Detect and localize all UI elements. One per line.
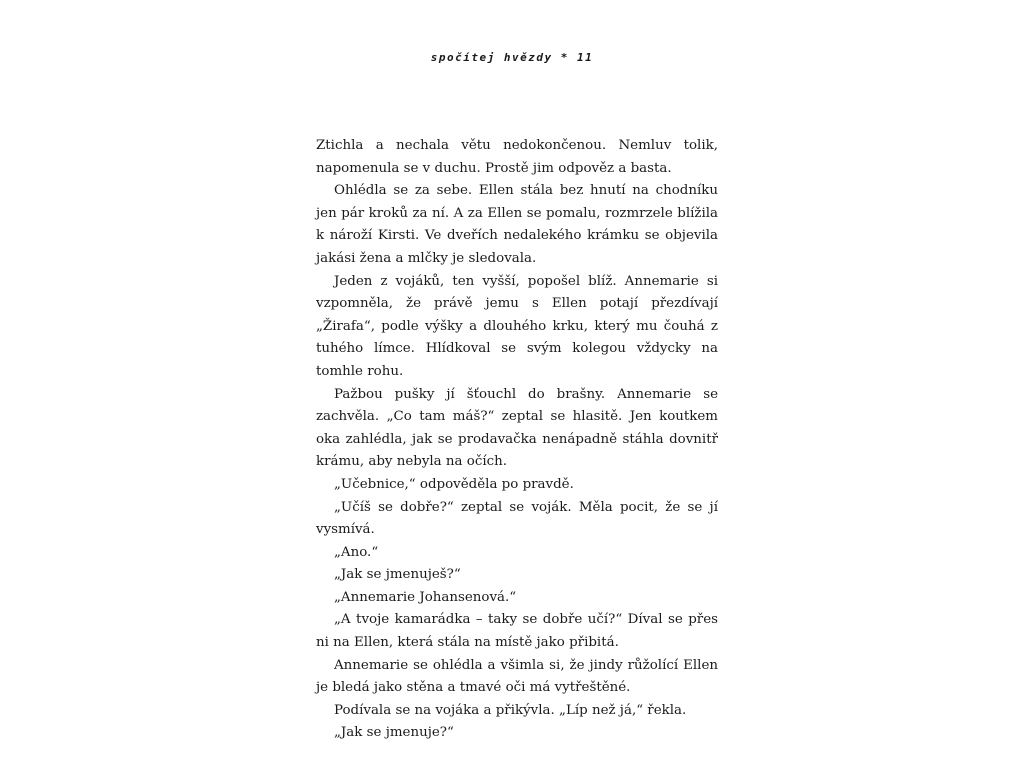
paragraph: Pažbou pušky jí šťouchl do brašny. Annemarie se zachvěla. „Co tam máš?“ zeptal se hlasitě. Jen koutkem oka zahlédla, jak se prodavačka nenápadně stáhla dovnitř krámu, aby nebyla na očích. (316, 386, 718, 470)
paragraph: Podívala se na vojáka a přikývla. „Líp než já,“ řekla. (334, 702, 687, 718)
body-text (316, 135, 718, 745)
paragraph: „Jak se jmenuje?“ (334, 725, 454, 741)
running-head: spočítej hvězdy * 11 (430, 51, 594, 64)
paragraph: „Annemarie Johansenová.“ (334, 589, 517, 605)
paragraph: „Ano.“ (334, 544, 379, 560)
paragraph: Annemarie se ohlédla a všimla si, že jindy růžolící Ellen je bledá jako stěna a tmavé oči má vytřeštěné. (316, 657, 718, 696)
paragraph: „Učíš se dobře?“ zeptal se voják. Měla pocit, že se jí vysmívá. (316, 499, 718, 538)
paragraph: „Jak se jmenuješ?“ (334, 567, 461, 583)
paragraph: Ohlédla se za sebe. Ellen stála bez hnutí na chodníku jen pár kroků za ní. A za Ellen se pomalu, rozmrzele blížila k nároží Kirsti. Ve dveřích nedalekého krámku se objevila jakási žena a mlčky je sledovala. (316, 183, 718, 266)
paragraph: „A tvoje kamarádka – taky se dobře učí?“ Díval se přes ni na Ellen, která stála na místě jako přibitá. (316, 612, 718, 651)
paragraph: Ztichla a nechala větu nedokončenou. Nemluv tolik, napomenula se v duchu. Prostě jim odpověz a basta. (316, 138, 718, 176)
paragraph: „Učebnice,“ odpověděla po pravdě. (334, 476, 574, 492)
paragraph: Jeden z vojáků, ten vyšší, popošel blíž. Annemarie si vzpomněla, že právě jemu s Ellen potají přezdívají „Žirafa“, podle výšky a dlouhého krku, který mu čouhá z tuhého límce. Hlídkoval se svým kolegou vždycky na tomhle rohu. (316, 273, 718, 379)
